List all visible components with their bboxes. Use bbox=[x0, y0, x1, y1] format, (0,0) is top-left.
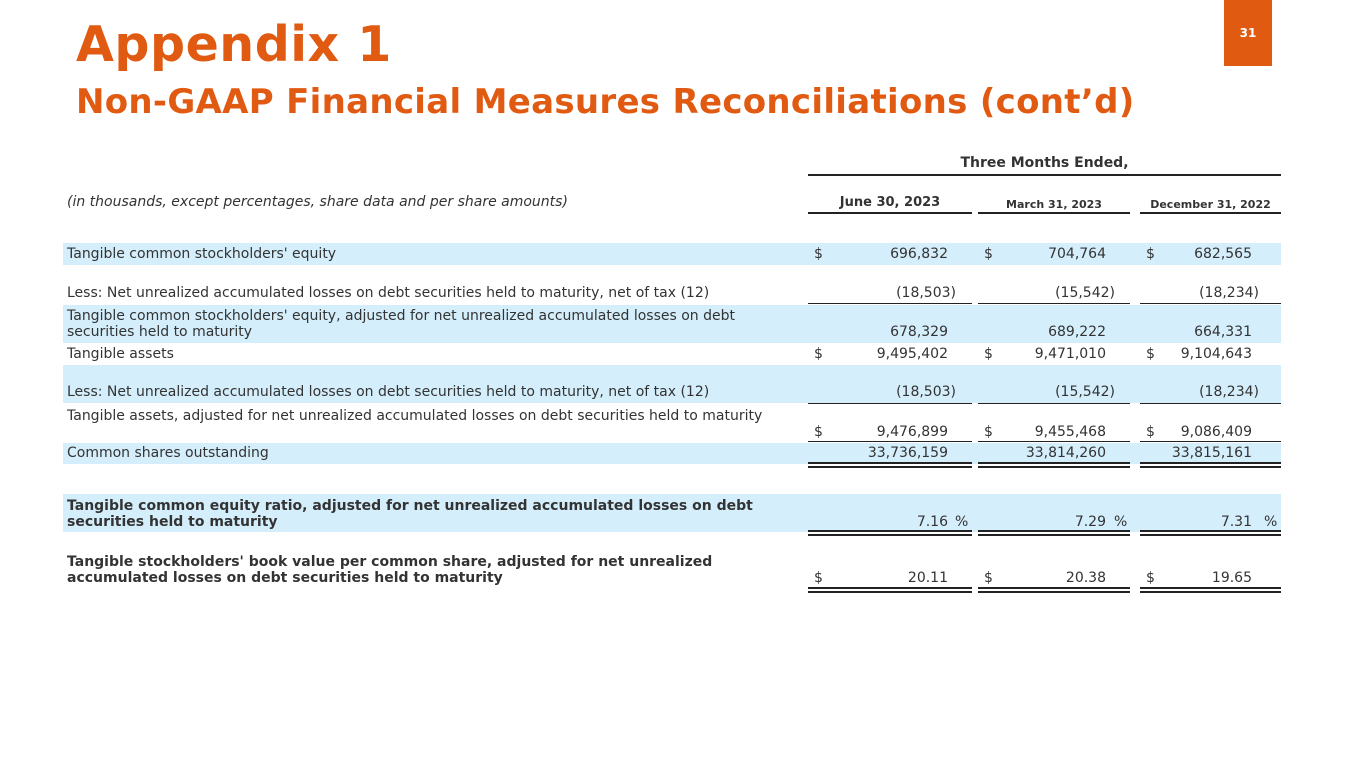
cell-value: (18,503) bbox=[896, 384, 956, 400]
page-subtitle: Non-GAAP Financial Measures Reconciliations (cont’d) bbox=[76, 82, 1135, 122]
total-double-rule bbox=[978, 530, 1130, 536]
subtotal-rule bbox=[1140, 303, 1281, 304]
row-label: Tangible assets, adjusted for net unrealized accumulated losses on debt securities held to maturity bbox=[67, 408, 763, 424]
currency-symbol: $ bbox=[1146, 246, 1155, 262]
currency-symbol: $ bbox=[814, 570, 823, 586]
cell-value: 33,814,260 bbox=[1025, 445, 1106, 461]
total-double-rule bbox=[1140, 530, 1281, 536]
subtotal-rule bbox=[808, 303, 972, 304]
cell-value: 20.38 bbox=[1065, 570, 1106, 586]
row-label: Tangible common equity ratio, adjusted for net unrealized accumulated losses on debt securities held to maturity bbox=[67, 498, 753, 530]
total-double-rule bbox=[808, 587, 972, 593]
column-header-rule bbox=[808, 212, 972, 214]
row-label: Less: Net unrealized accumulated losses on debt securities held to maturity, net of tax (12) bbox=[67, 384, 710, 400]
currency-symbol: $ bbox=[1146, 424, 1155, 440]
group-header-rule bbox=[808, 174, 1281, 176]
cell-value: (15,542) bbox=[1055, 285, 1115, 301]
total-double-rule bbox=[978, 462, 1130, 468]
cell-value: 682,565 bbox=[1194, 246, 1252, 262]
subtotal-rule bbox=[808, 403, 972, 404]
cell-value: 7.16 bbox=[916, 514, 948, 530]
total-double-rule bbox=[808, 462, 972, 468]
total-double-rule bbox=[808, 530, 972, 536]
currency-symbol: $ bbox=[814, 246, 823, 262]
row-label: Tangible stockholders' book value per common share, adjusted for net unrealized accumulated losses on debt securities held to maturity bbox=[67, 554, 713, 586]
row-label: Tangible common stockholders' equity bbox=[67, 246, 337, 262]
currency-symbol: $ bbox=[1146, 346, 1155, 362]
page-number: 31 bbox=[1224, 0, 1272, 66]
row-label: Tangible assets bbox=[67, 346, 174, 362]
cell-value: 7.29 bbox=[1074, 514, 1106, 530]
currency-symbol: $ bbox=[814, 346, 823, 362]
subtotal-rule bbox=[978, 303, 1130, 304]
total-double-rule bbox=[978, 587, 1130, 593]
currency-symbol: $ bbox=[984, 424, 993, 440]
subtotal-rule bbox=[808, 441, 972, 442]
currency-symbol: $ bbox=[1146, 570, 1155, 586]
cell-value: 7.31 bbox=[1220, 514, 1252, 530]
column-header-dec-2022: December 31, 2022 bbox=[1150, 198, 1271, 211]
column-header-mar-2023: March 31, 2023 bbox=[1006, 198, 1102, 211]
page-title: Appendix 1 bbox=[76, 16, 392, 73]
column-header-rule bbox=[978, 212, 1130, 214]
column-header-rule bbox=[1140, 212, 1281, 214]
cell-value: (15,542) bbox=[1055, 384, 1115, 400]
cell-value: 33,736,159 bbox=[867, 445, 948, 461]
row-label: Common shares outstanding bbox=[67, 445, 269, 461]
currency-symbol: $ bbox=[814, 424, 823, 440]
cell-value: 664,331 bbox=[1194, 324, 1252, 340]
cell-value: 689,222 bbox=[1048, 324, 1106, 340]
total-double-rule bbox=[1140, 587, 1281, 593]
percent-suffix: % bbox=[955, 514, 969, 530]
currency-symbol: $ bbox=[984, 246, 993, 262]
cell-value: 20.11 bbox=[907, 570, 948, 586]
cell-value: 678,329 bbox=[890, 324, 948, 340]
cell-value: 9,476,899 bbox=[876, 424, 948, 440]
cell-value: 33,815,161 bbox=[1171, 445, 1252, 461]
subtotal-rule bbox=[978, 441, 1130, 442]
subtotal-rule bbox=[978, 403, 1130, 404]
cell-value: 9,495,402 bbox=[876, 346, 948, 362]
row-label: Tangible common stockholders' equity, adjusted for net unrealized accumulated losses on debt securities held to maturity bbox=[67, 308, 735, 340]
cell-value: 9,086,409 bbox=[1180, 424, 1252, 440]
cell-value: 9,104,643 bbox=[1180, 346, 1252, 362]
cell-value: 19.65 bbox=[1211, 570, 1252, 586]
subtotal-rule bbox=[1140, 403, 1281, 404]
cell-value: 9,455,468 bbox=[1034, 424, 1106, 440]
currency-symbol: $ bbox=[984, 570, 993, 586]
row-label: Less: Net unrealized accumulated losses on debt securities held to maturity, net of tax (12) bbox=[67, 285, 710, 301]
cell-value: 9,471,010 bbox=[1034, 346, 1106, 362]
cell-value: (18,234) bbox=[1199, 285, 1259, 301]
group-header: Three Months Ended, bbox=[960, 155, 1129, 171]
percent-suffix: % bbox=[1114, 514, 1128, 530]
cell-value: (18,503) bbox=[896, 285, 956, 301]
column-header-jun-2023: June 30, 2023 bbox=[839, 195, 941, 210]
cell-value: (18,234) bbox=[1199, 384, 1259, 400]
cell-value: 696,832 bbox=[890, 246, 948, 262]
percent-suffix: % bbox=[1264, 514, 1278, 530]
subtotal-rule bbox=[1140, 441, 1281, 442]
total-double-rule bbox=[1140, 462, 1281, 468]
currency-symbol: $ bbox=[984, 346, 993, 362]
units-note: (in thousands, except percentages, share data and per share amounts) bbox=[67, 194, 568, 210]
cell-value: 704,764 bbox=[1048, 246, 1106, 262]
